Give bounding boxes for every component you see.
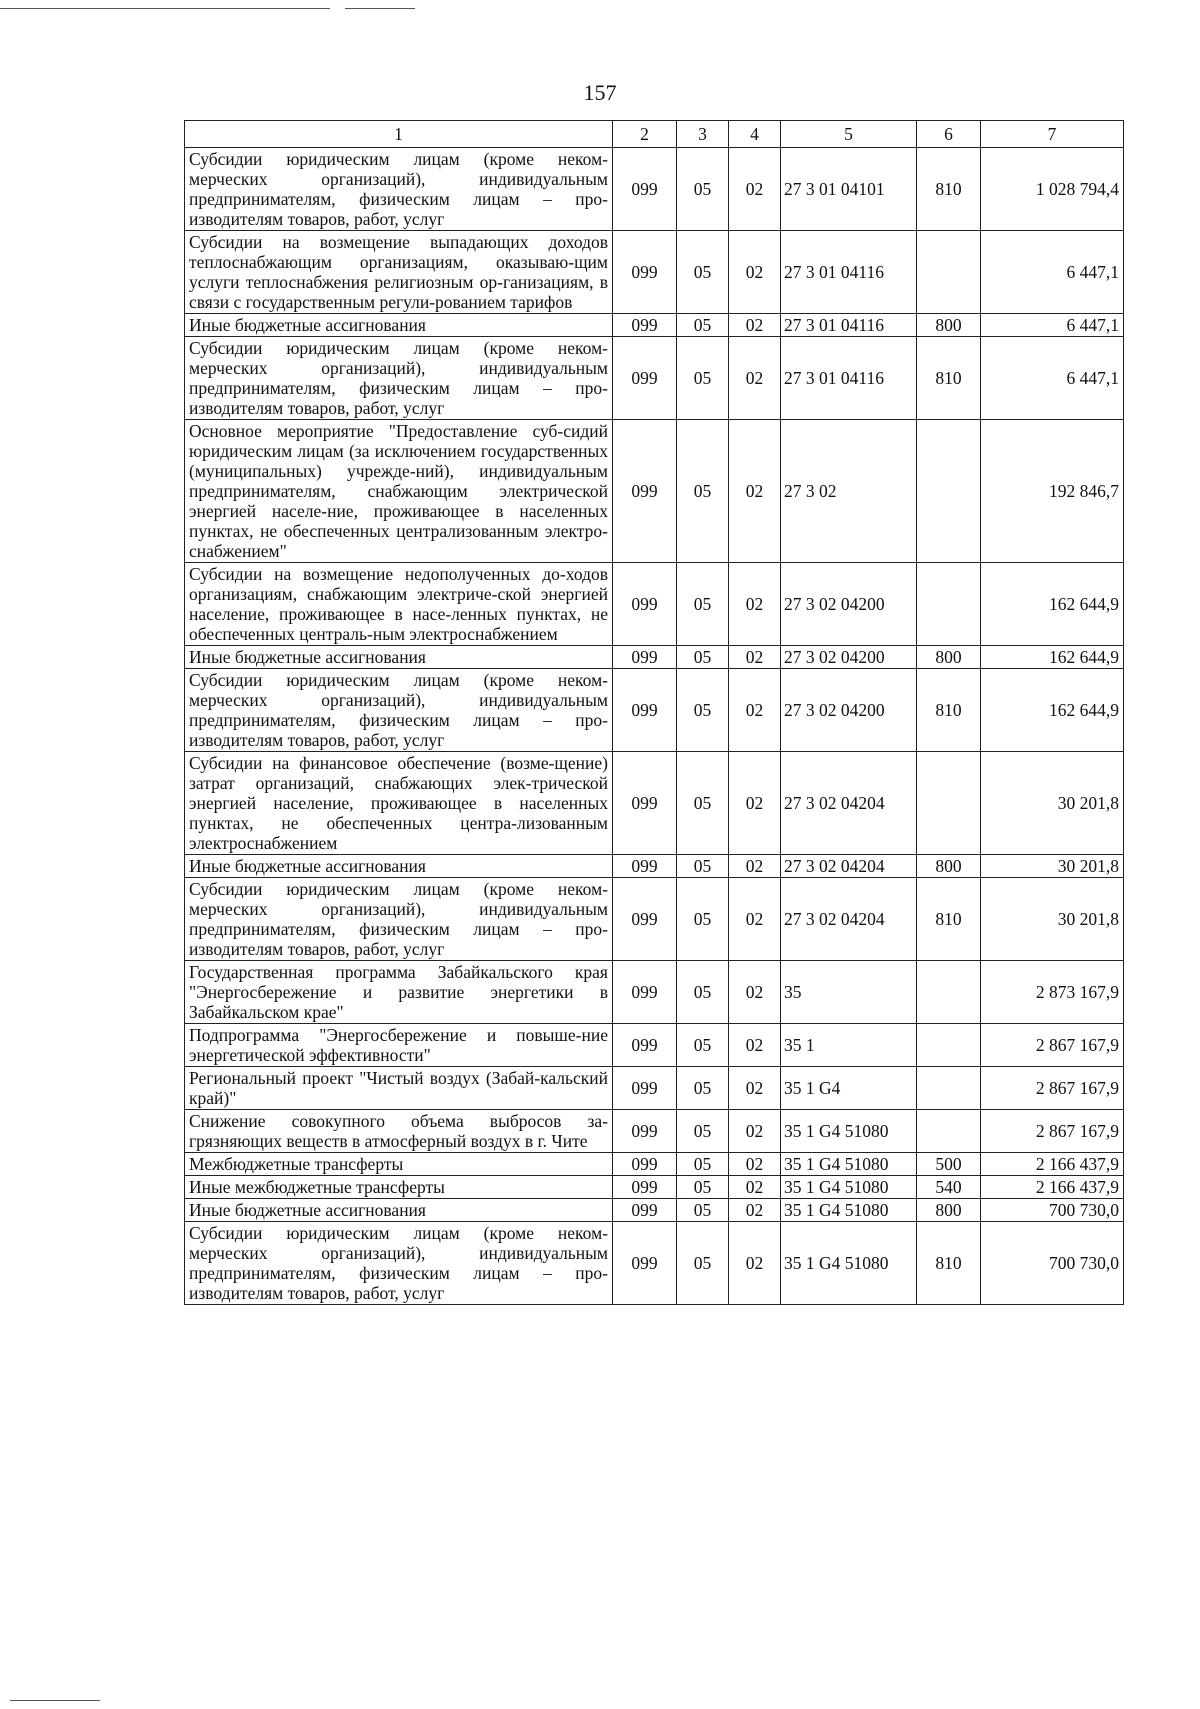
row-target-article: 27 3 01 04101	[781, 148, 917, 231]
header-col-7: 7	[981, 121, 1124, 148]
table-row	[185, 1199, 1124, 1222]
row-section-code: 05	[677, 1153, 729, 1176]
row-subsection-code: 02	[729, 878, 781, 961]
row-expense-type	[917, 563, 981, 646]
row-ministry-code: 099	[613, 337, 677, 420]
row-amount: 30 201,8	[981, 878, 1124, 961]
row-expense-type: 810	[917, 669, 981, 752]
row-description: Иные бюджетные ассигнования	[185, 314, 613, 337]
row-target-article: 35 1 G4 51080	[781, 1110, 917, 1153]
row-amount: 162 644,9	[981, 646, 1124, 669]
row-amount: 192 846,7	[981, 420, 1124, 563]
row-expense-type: 500	[917, 1153, 981, 1176]
header-col-6: 6	[917, 121, 981, 148]
row-ministry-code: 099	[613, 752, 677, 855]
row-amount: 700 730,0	[981, 1199, 1124, 1222]
row-expense-type: 800	[917, 855, 981, 878]
scan-artifact-top-right	[345, 8, 415, 9]
row-expense-type: 800	[917, 646, 981, 669]
table-row	[185, 231, 1124, 314]
row-section-code: 05	[677, 878, 729, 961]
scan-artifact-bottom-left	[10, 1700, 100, 1701]
row-expense-type	[917, 1024, 981, 1067]
row-subsection-code: 02	[729, 231, 781, 314]
row-ministry-code: 099	[613, 646, 677, 669]
row-subsection-code: 02	[729, 148, 781, 231]
row-target-article: 27 3 02 04204	[781, 855, 917, 878]
row-target-article: 27 3 01 04116	[781, 314, 917, 337]
row-amount: 30 201,8	[981, 752, 1124, 855]
row-amount: 6 447,1	[981, 337, 1124, 420]
table-row	[185, 563, 1124, 646]
row-subsection-code: 02	[729, 1176, 781, 1199]
row-subsection-code: 02	[729, 1153, 781, 1176]
row-subsection-code: 02	[729, 1110, 781, 1153]
table-row	[185, 1176, 1124, 1199]
table-row	[185, 1067, 1124, 1110]
row-section-code: 05	[677, 1176, 729, 1199]
header-col-1: 1	[185, 121, 613, 148]
row-ministry-code: 099	[613, 563, 677, 646]
row-description: Подпрограмма "Энергосбережение и повыше-ние энергетической эффективности"	[185, 1024, 613, 1067]
row-amount: 700 730,0	[981, 1222, 1124, 1305]
row-description: Региональный проект "Чистый воздух (Забай-кальский край)"	[185, 1067, 613, 1110]
row-amount: 6 447,1	[981, 231, 1124, 314]
table-row	[185, 1153, 1124, 1176]
row-amount: 6 447,1	[981, 314, 1124, 337]
row-ministry-code: 099	[613, 855, 677, 878]
row-amount: 1 028 794,4	[981, 148, 1124, 231]
row-subsection-code: 02	[729, 314, 781, 337]
row-section-code: 05	[677, 563, 729, 646]
scan-artifact-top-left	[0, 8, 330, 9]
row-subsection-code: 02	[729, 961, 781, 1024]
table-row	[185, 669, 1124, 752]
row-description: Субсидии юридическим лицам (кроме неком-мерческих организаций), индивидуальным предпринимателям, физическим лицам – про-изводителям товаров, работ, услуг	[185, 148, 613, 231]
row-target-article: 27 3 02 04200	[781, 646, 917, 669]
row-ministry-code: 099	[613, 1024, 677, 1067]
row-section-code: 05	[677, 231, 729, 314]
row-section-code: 05	[677, 148, 729, 231]
row-subsection-code: 02	[729, 646, 781, 669]
row-expense-type: 800	[917, 314, 981, 337]
row-target-article: 35 1 G4 51080	[781, 1176, 917, 1199]
row-expense-type	[917, 420, 981, 563]
row-ministry-code: 099	[613, 148, 677, 231]
row-expense-type	[917, 1110, 981, 1153]
row-subsection-code: 02	[729, 1024, 781, 1067]
row-target-article: 35 1 G4 51080	[781, 1153, 917, 1176]
table-row	[185, 420, 1124, 563]
row-section-code: 05	[677, 752, 729, 855]
table-row	[185, 314, 1124, 337]
row-description: Субсидии на возмещение выпадающих доходов теплоснабжающим организациям, оказываю-щим услуги теплоснабжения религиозным ор-ганизациям, в связи с государственным регули-рованием тарифов	[185, 231, 613, 314]
row-section-code: 05	[677, 1199, 729, 1222]
row-subsection-code: 02	[729, 752, 781, 855]
row-target-article: 27 3 02 04200	[781, 563, 917, 646]
row-section-code: 05	[677, 646, 729, 669]
table-row	[185, 1024, 1124, 1067]
row-expense-type: 540	[917, 1176, 981, 1199]
row-ministry-code: 099	[613, 1067, 677, 1110]
row-expense-type: 800	[917, 1199, 981, 1222]
row-target-article: 35 1 G4	[781, 1067, 917, 1110]
table-row	[185, 878, 1124, 961]
table-row	[185, 752, 1124, 855]
row-expense-type	[917, 231, 981, 314]
row-subsection-code: 02	[729, 1222, 781, 1305]
row-description: Субсидии юридическим лицам (кроме неком-мерческих организаций), индивидуальным предпринимателям, физическим лицам – про-изводителям товаров, работ, услуг	[185, 878, 613, 961]
row-ministry-code: 099	[613, 1222, 677, 1305]
row-ministry-code: 099	[613, 669, 677, 752]
row-section-code: 05	[677, 1024, 729, 1067]
row-description: Основное мероприятие "Предоставление суб-сидий юридическим лицам (за исключением государственных (муниципальных) учрежде-ний), индивидуальным предпринимателям, снабжающим электрической энергией населе-ние, проживающее в населенных пунктах, не обеспеченных централизованным электро-снабжением"	[185, 420, 613, 563]
row-amount: 2 867 167,9	[981, 1110, 1124, 1153]
row-expense-type: 810	[917, 337, 981, 420]
row-ministry-code: 099	[613, 231, 677, 314]
row-description: Иные бюджетные ассигнования	[185, 646, 613, 669]
row-section-code: 05	[677, 961, 729, 1024]
row-amount: 162 644,9	[981, 563, 1124, 646]
header-col-2: 2	[613, 121, 677, 148]
row-amount: 2 867 167,9	[981, 1024, 1124, 1067]
row-section-code: 05	[677, 314, 729, 337]
budget-table	[184, 120, 1124, 1305]
row-ministry-code: 099	[613, 420, 677, 563]
row-description: Иные бюджетные ассигнования	[185, 1199, 613, 1222]
row-target-article: 35 1	[781, 1024, 917, 1067]
table-row	[185, 855, 1124, 878]
row-target-article: 27 3 02 04204	[781, 752, 917, 855]
table-row	[185, 1222, 1124, 1305]
row-expense-type	[917, 752, 981, 855]
row-expense-type: 810	[917, 878, 981, 961]
table-row	[185, 961, 1124, 1024]
row-ministry-code: 099	[613, 878, 677, 961]
row-description: Субсидии юридическим лицам (кроме неком-мерческих организаций), индивидуальным предпринимателям, физическим лицам – про-изводителям товаров, работ, услуг	[185, 337, 613, 420]
row-description: Субсидии юридическим лицам (кроме неком-мерческих организаций), индивидуальным предпринимателям, физическим лицам – про-изводителям товаров, работ, услуг	[185, 1222, 613, 1305]
row-description: Иные бюджетные ассигнования	[185, 855, 613, 878]
row-amount: 2 166 437,9	[981, 1176, 1124, 1199]
row-description: Субсидии на финансовое обеспечение (возме-щение) затрат организаций, снабжающих элек-трической энергией население, проживающее в населенных пунктах, не обеспеченных центра-лизованным электроснабжением	[185, 752, 613, 855]
table-body	[185, 148, 1124, 1305]
row-subsection-code: 02	[729, 420, 781, 563]
row-target-article: 27 3 02 04204	[781, 878, 917, 961]
row-description: Межбюджетные трансферты	[185, 1153, 613, 1176]
header-col-5: 5	[781, 121, 917, 148]
row-expense-type: 810	[917, 148, 981, 231]
row-target-article: 27 3 01 04116	[781, 337, 917, 420]
table-row	[185, 148, 1124, 231]
row-section-code: 05	[677, 337, 729, 420]
row-description: Субсидии юридическим лицам (кроме неком-мерческих организаций), индивидуальным предпринимателям, физическим лицам – про-изводителям товаров, работ, услуг	[185, 669, 613, 752]
row-section-code: 05	[677, 669, 729, 752]
row-subsection-code: 02	[729, 337, 781, 420]
row-expense-type: 810	[917, 1222, 981, 1305]
row-ministry-code: 099	[613, 1199, 677, 1222]
row-ministry-code: 099	[613, 1110, 677, 1153]
row-ministry-code: 099	[613, 314, 677, 337]
table-row	[185, 646, 1124, 669]
row-description: Снижение совокупного объема выбросов за-грязняющих веществ в атмосферный воздух в г. Чите	[185, 1110, 613, 1153]
row-target-article: 35 1 G4 51080	[781, 1222, 917, 1305]
row-target-article: 27 3 02	[781, 420, 917, 563]
row-target-article: 27 3 01 04116	[781, 231, 917, 314]
row-description: Субсидии на возмещение недополученных до-ходов организациям, снабжающим электриче-ской энергией население, проживающее в насе-ленных пунктах, не обеспеченных централь-ным электроснабжением	[185, 563, 613, 646]
row-subsection-code: 02	[729, 1199, 781, 1222]
row-target-article: 35 1 G4 51080	[781, 1199, 917, 1222]
header-row	[185, 121, 1124, 148]
table-row	[185, 337, 1124, 420]
row-section-code: 05	[677, 1110, 729, 1153]
row-expense-type	[917, 1067, 981, 1110]
row-description: Государственная программа Забайкальского края "Энергосбережение и развитие энергетики в Забайкальском крае"	[185, 961, 613, 1024]
row-section-code: 05	[677, 855, 729, 878]
row-subsection-code: 02	[729, 563, 781, 646]
row-amount: 2 873 167,9	[981, 961, 1124, 1024]
row-target-article: 35	[781, 961, 917, 1024]
row-description: Иные межбюджетные трансферты	[185, 1176, 613, 1199]
row-target-article: 27 3 02 04200	[781, 669, 917, 752]
header-col-3: 3	[677, 121, 729, 148]
row-section-code: 05	[677, 1222, 729, 1305]
row-expense-type	[917, 961, 981, 1024]
table-row	[185, 1110, 1124, 1153]
row-section-code: 05	[677, 1067, 729, 1110]
row-subsection-code: 02	[729, 669, 781, 752]
page-number: 157	[583, 80, 617, 105]
row-ministry-code: 099	[613, 1176, 677, 1199]
header-col-4: 4	[729, 121, 781, 148]
row-subsection-code: 02	[729, 1067, 781, 1110]
row-section-code: 05	[677, 420, 729, 563]
row-amount: 2 867 167,9	[981, 1067, 1124, 1110]
row-amount: 30 201,8	[981, 855, 1124, 878]
row-subsection-code: 02	[729, 855, 781, 878]
row-amount: 2 166 437,9	[981, 1153, 1124, 1176]
row-amount: 162 644,9	[981, 669, 1124, 752]
row-ministry-code: 099	[613, 1153, 677, 1176]
row-ministry-code: 099	[613, 961, 677, 1024]
